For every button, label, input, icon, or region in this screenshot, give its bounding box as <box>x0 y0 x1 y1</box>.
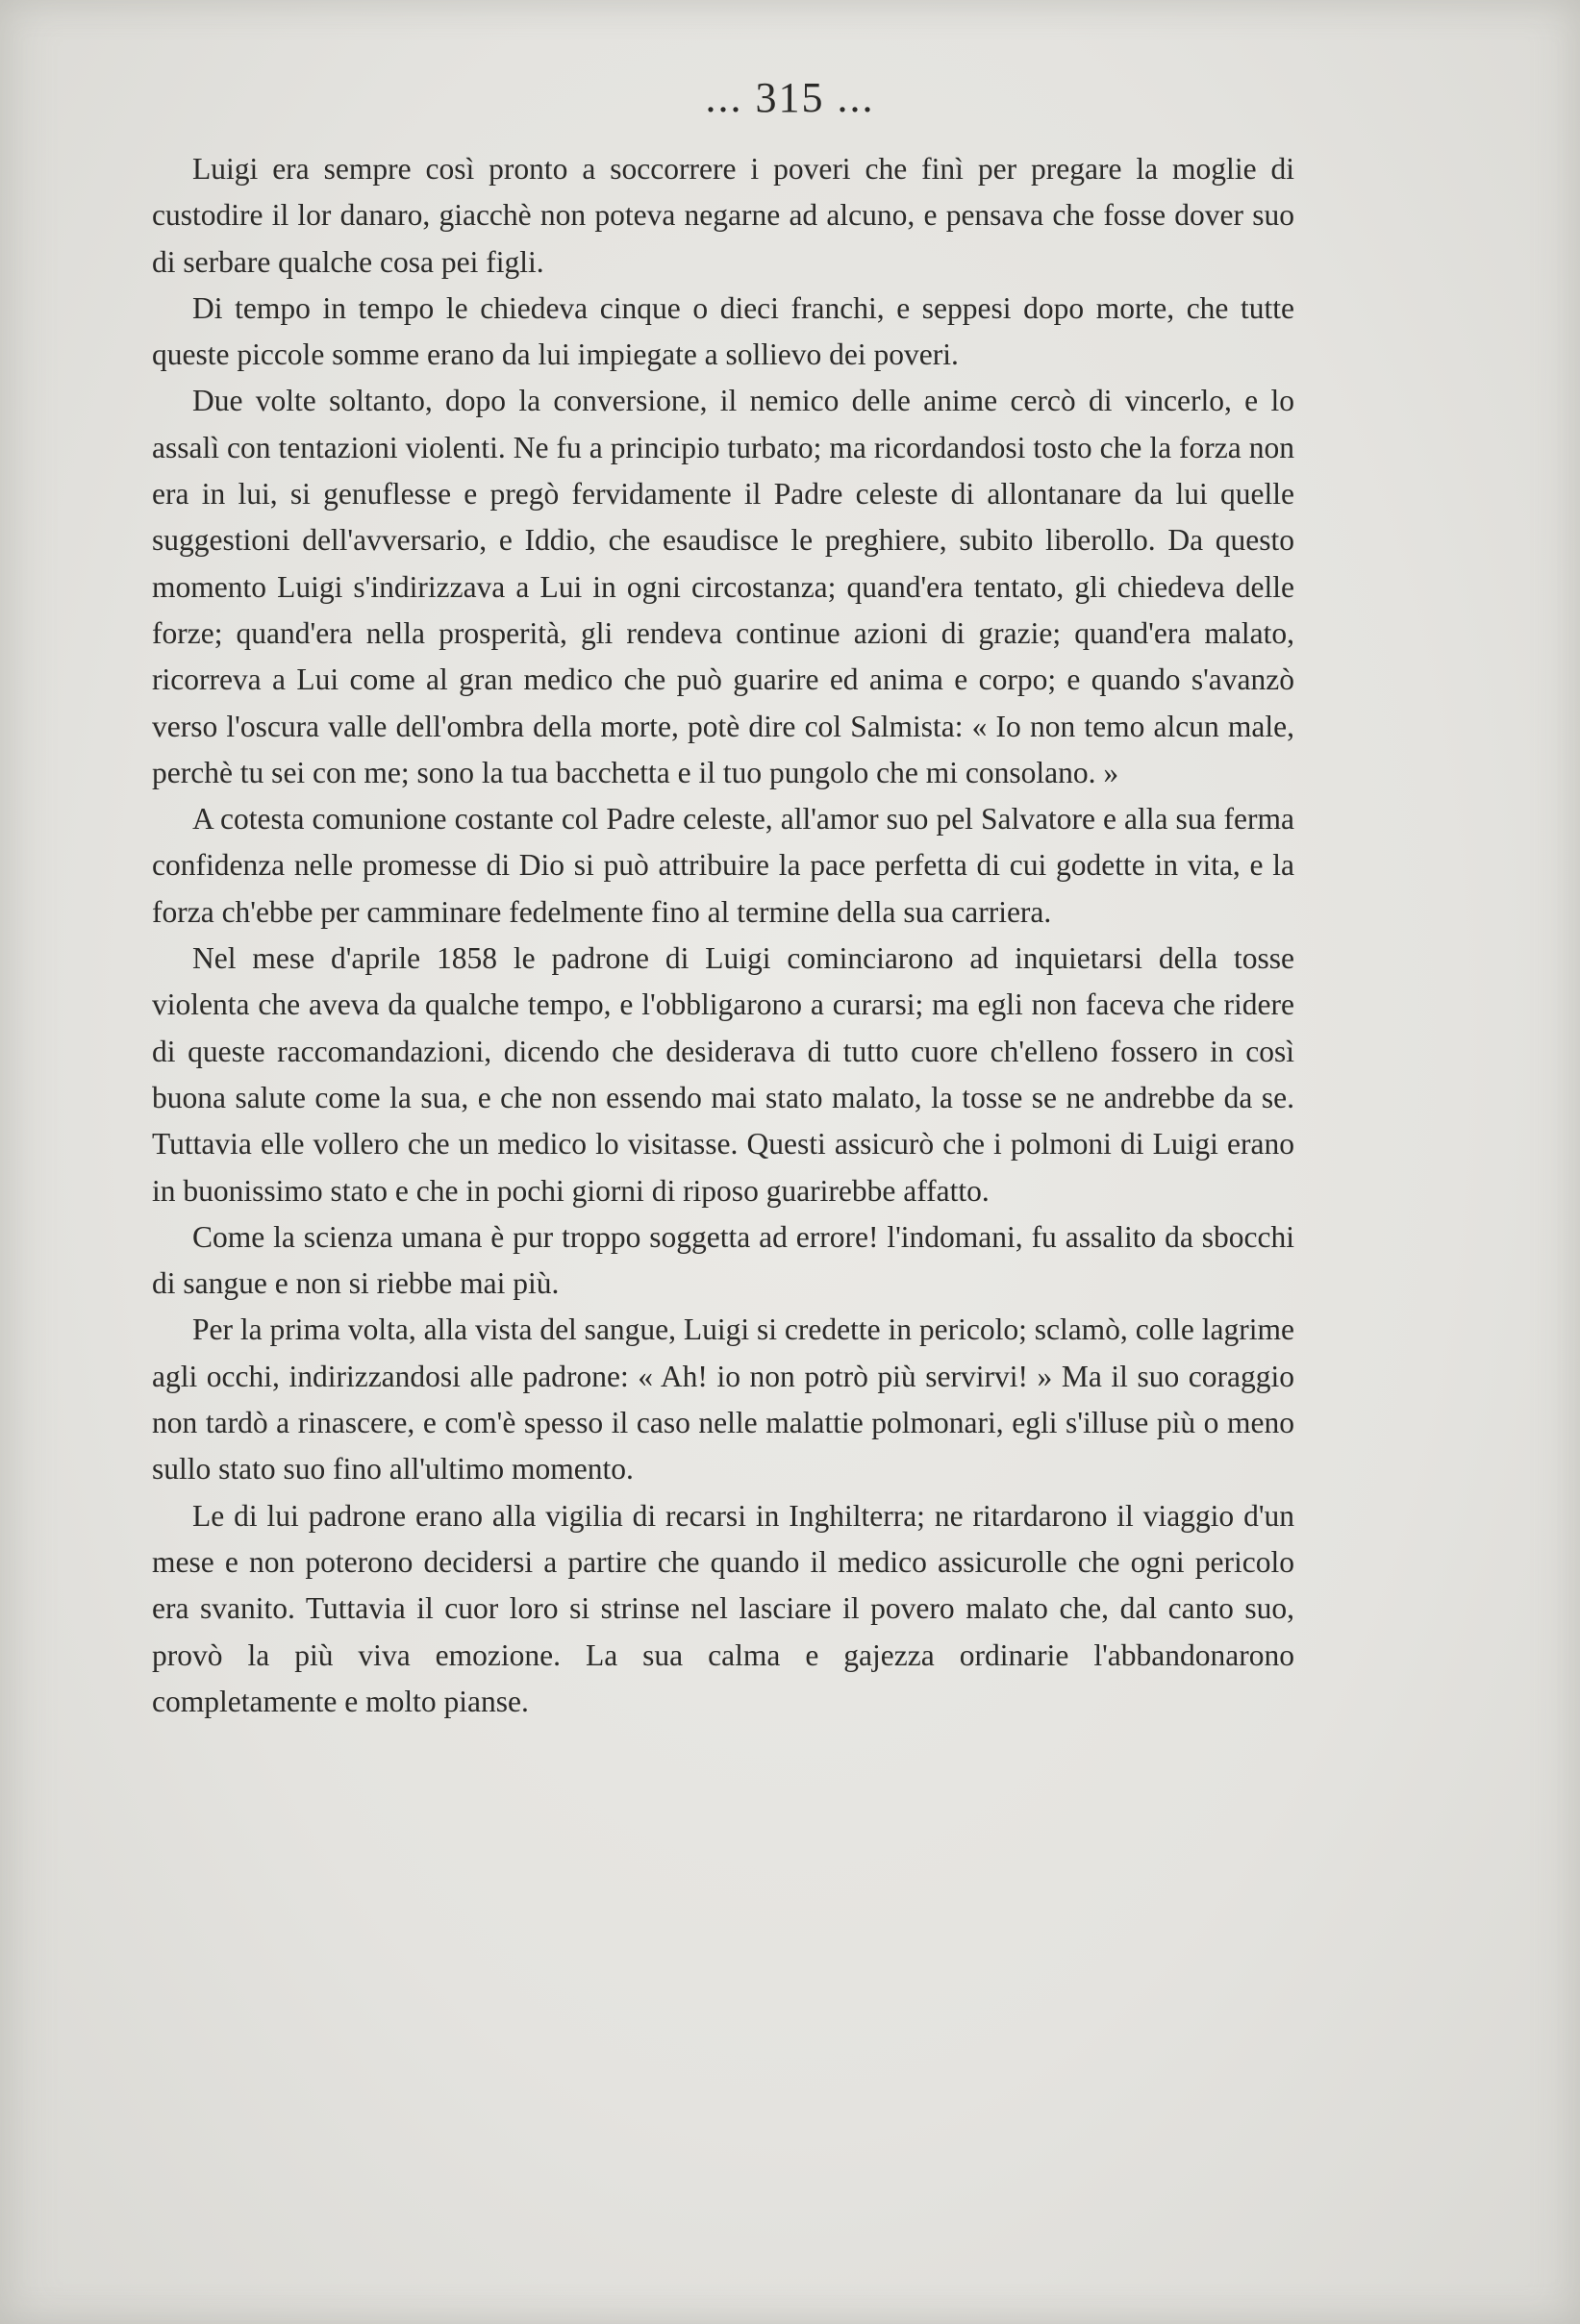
paragraph: A cotesta comunione costante col Padre celeste, all'amor suo pel Salvatore e alla sua ferma confidenza nelle promesse di Dio si può attribuire la pace perfetta di cui godette in vita, e la forza ch'ebbe per camminare fedelmente fino al termine della sua carriera. <box>152 802 1294 929</box>
paragraph: Le di lui padrone erano alla vigilia di recarsi in Inghilterra; ne ritardarono il viaggio d'un mese e non poterono decidersi a partire che quando il medico assicurolle che ogni pericolo era svanito. Tuttavia il cuor loro si strinse nel lasciare il povero malato che, dal canto suo, provò la più viva emozione. La sua calma e gajezza ordinarie l'abbandonarono completamente e molto pianse. <box>152 1498 1294 1718</box>
paragraph: Luigi era sempre così pronto a soccorrere i poveri che finì per pregare la moglie di custodire il lor danaro, giacchè non poteva negarne ad alcuno, e pensava che fosse dover suo di serbare qualche cosa pei figli. <box>152 152 1294 279</box>
paragraph: Due volte soltanto, dopo la conversione, il nemico delle anime cercò di vincerlo, e lo assalì con tentazioni violenti. Ne fu a principio turbato; ma ricordandosi tosto che la forza non era in lui, si genuflesse e pregò fervidamente il Padre celeste di allontanare da lui quelle suggestioni dell'avversario, e Iddio, che esaudisce le preghiere, subito liberollo. Da questo momento Luigi s'indirizzava a Lui in ogni circostanza; quand'era tentato, gli chiedeva delle forze; quand'era nella prosperità, gli rendeva continue azioni di grazie; quand'era malato, ricorreva a Lui come al gran medico che può guarire ed anima e corpo; e quando s'avanzò verso l'oscura valle dell'ombra della morte, potè dire col Salmista: « Io non temo alcun male, perchè tu sei con me; sono la tua bacchetta e il tuo pungolo che mi consolano. » <box>152 384 1294 789</box>
paragraph: Come la scienza umana è pur troppo soggetta ad errore! l'indomani, fu assalito da sbocchi di sangue e non si riebbe mai più. <box>152 1219 1294 1301</box>
paragraph: Di tempo in tempo le chiedeva cinque o dieci franchi, e seppesi dopo morte, che tutte queste piccole somme erano da lui impiegate a sollievo dei poveri. <box>152 290 1294 372</box>
body-text <box>152 146 1294 1725</box>
page-number: ... 315 ... <box>705 74 875 121</box>
paragraph: Nel mese d'aprile 1858 le padrone di Luigi cominciarono ad inquietarsi della tosse violenta che aveva da qualche tempo, e l'obbligarono a curarsi; ma egli non faceva che ridere di queste raccomandazioni, dicendo che desiderava di tutto cuore ch'elleno fossero in così buona salute come la sua, e che non essendo mai stato malato, la tosse se ne andrebbe da se. Tuttavia elle vollero che un medico lo visitasse. Questi assicurò che i polmoni di Luigi erano in buonissimo stato e che in pochi giorni di riposo guarirebbe affatto. <box>152 941 1294 1208</box>
paragraph: Per la prima volta, alla vista del sangue, Luigi si credette in pericolo; sclamò, colle lagrime agli occhi, indirizzandosi alle padrone: « Ah! io non potrò più servirvi! » Ma il suo coraggio non tardò a rinascere, e com'è spesso il caso nelle malattie polmonari, egli s'illuse più o meno sullo stato suo fino all'ultimo momento. <box>152 1312 1294 1487</box>
